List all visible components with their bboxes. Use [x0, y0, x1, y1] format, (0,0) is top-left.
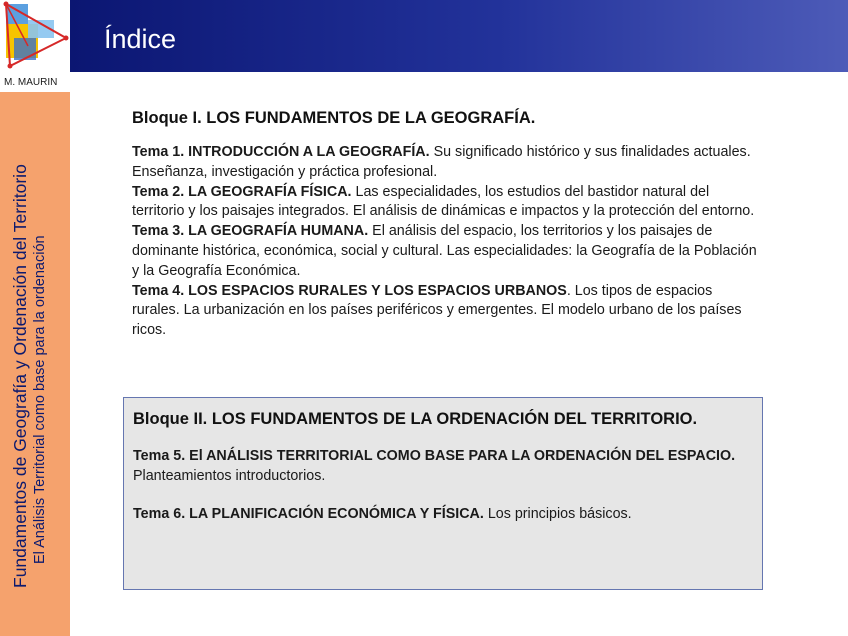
tema-label: Tema 4. LOS ESPACIOS RURALES Y LOS ESPACIOS URBANOS — [132, 282, 567, 299]
tema-label: Tema 6. LA PLANIFICACIÓN ECONÓMICA Y FÍSICA. — [133, 505, 484, 522]
sidebar-subtitle: El Análisis Territorial como base para la ordenación — [32, 235, 48, 564]
tema-text: Los principios básicos. — [483, 505, 632, 522]
header-bar — [70, 0, 848, 72]
sidebar-title: Fundamentos de Geografía y Ordenación del Territorio — [10, 164, 30, 588]
tema-text: Las especialidades, los estudios del bastidor natural del territorio y los paisajes integrados. El análisis de dinámicas e impactos y la protección del entorno. — [132, 183, 755, 220]
tema-text: El análisis del espacio, los territorios y los paisajes de dominante histórica, económica, social y cultural. Las especialidades: la Geografía de la Población y la Geografía Económica. — [132, 223, 757, 279]
tema-item — [133, 505, 753, 525]
tema-item — [132, 222, 757, 281]
tema-label: Tema 2. LA GEOGRAFÍA FÍSICA. — [132, 183, 352, 200]
tema-item — [132, 183, 757, 223]
tema-item — [133, 447, 753, 487]
tema-text: Su significado histórico y sus finalidades actuales. Enseñanza, investigación y práctica profesional. — [132, 144, 751, 180]
tema-label: Tema 3. LA GEOGRAFÍA HUMANA. — [132, 223, 369, 240]
bloque-2-box — [123, 397, 763, 590]
geometric-logo-icon — [0, 0, 70, 72]
tema-label: Tema 1. INTRODUCCIÓN A LA GEOGRAFÍA. — [132, 144, 430, 160]
logo — [0, 0, 70, 72]
tema-item — [132, 143, 757, 183]
author-label: M. MAURIN — [4, 77, 58, 88]
tema-text: . Los tipos de espacios rurales. La urbanización en los países periféricos y emergentes. El modelo urbano de los países ricos. — [132, 282, 742, 339]
bloque-1-title: Bloque I. LOS FUNDAMENTOS DE LA GEOGRAFÍA. — [132, 109, 536, 127]
tema-text: Planteamientos introductorios. — [133, 467, 326, 484]
bloque-1 — [132, 108, 757, 341]
bloque-2-title: Bloque II. LOS FUNDAMENTOS DE LA ORDENACIÓN DEL TERRITORIO. — [133, 410, 698, 428]
sidebar-text — [10, 118, 49, 588]
tema-item — [132, 282, 757, 341]
tema-label: Tema 5. El ANÁLISIS TERRITORIAL COMO BASE PARA LA ORDENACIÓN DEL ESPACIO. — [133, 448, 736, 464]
page-title: Índice — [104, 24, 177, 54]
